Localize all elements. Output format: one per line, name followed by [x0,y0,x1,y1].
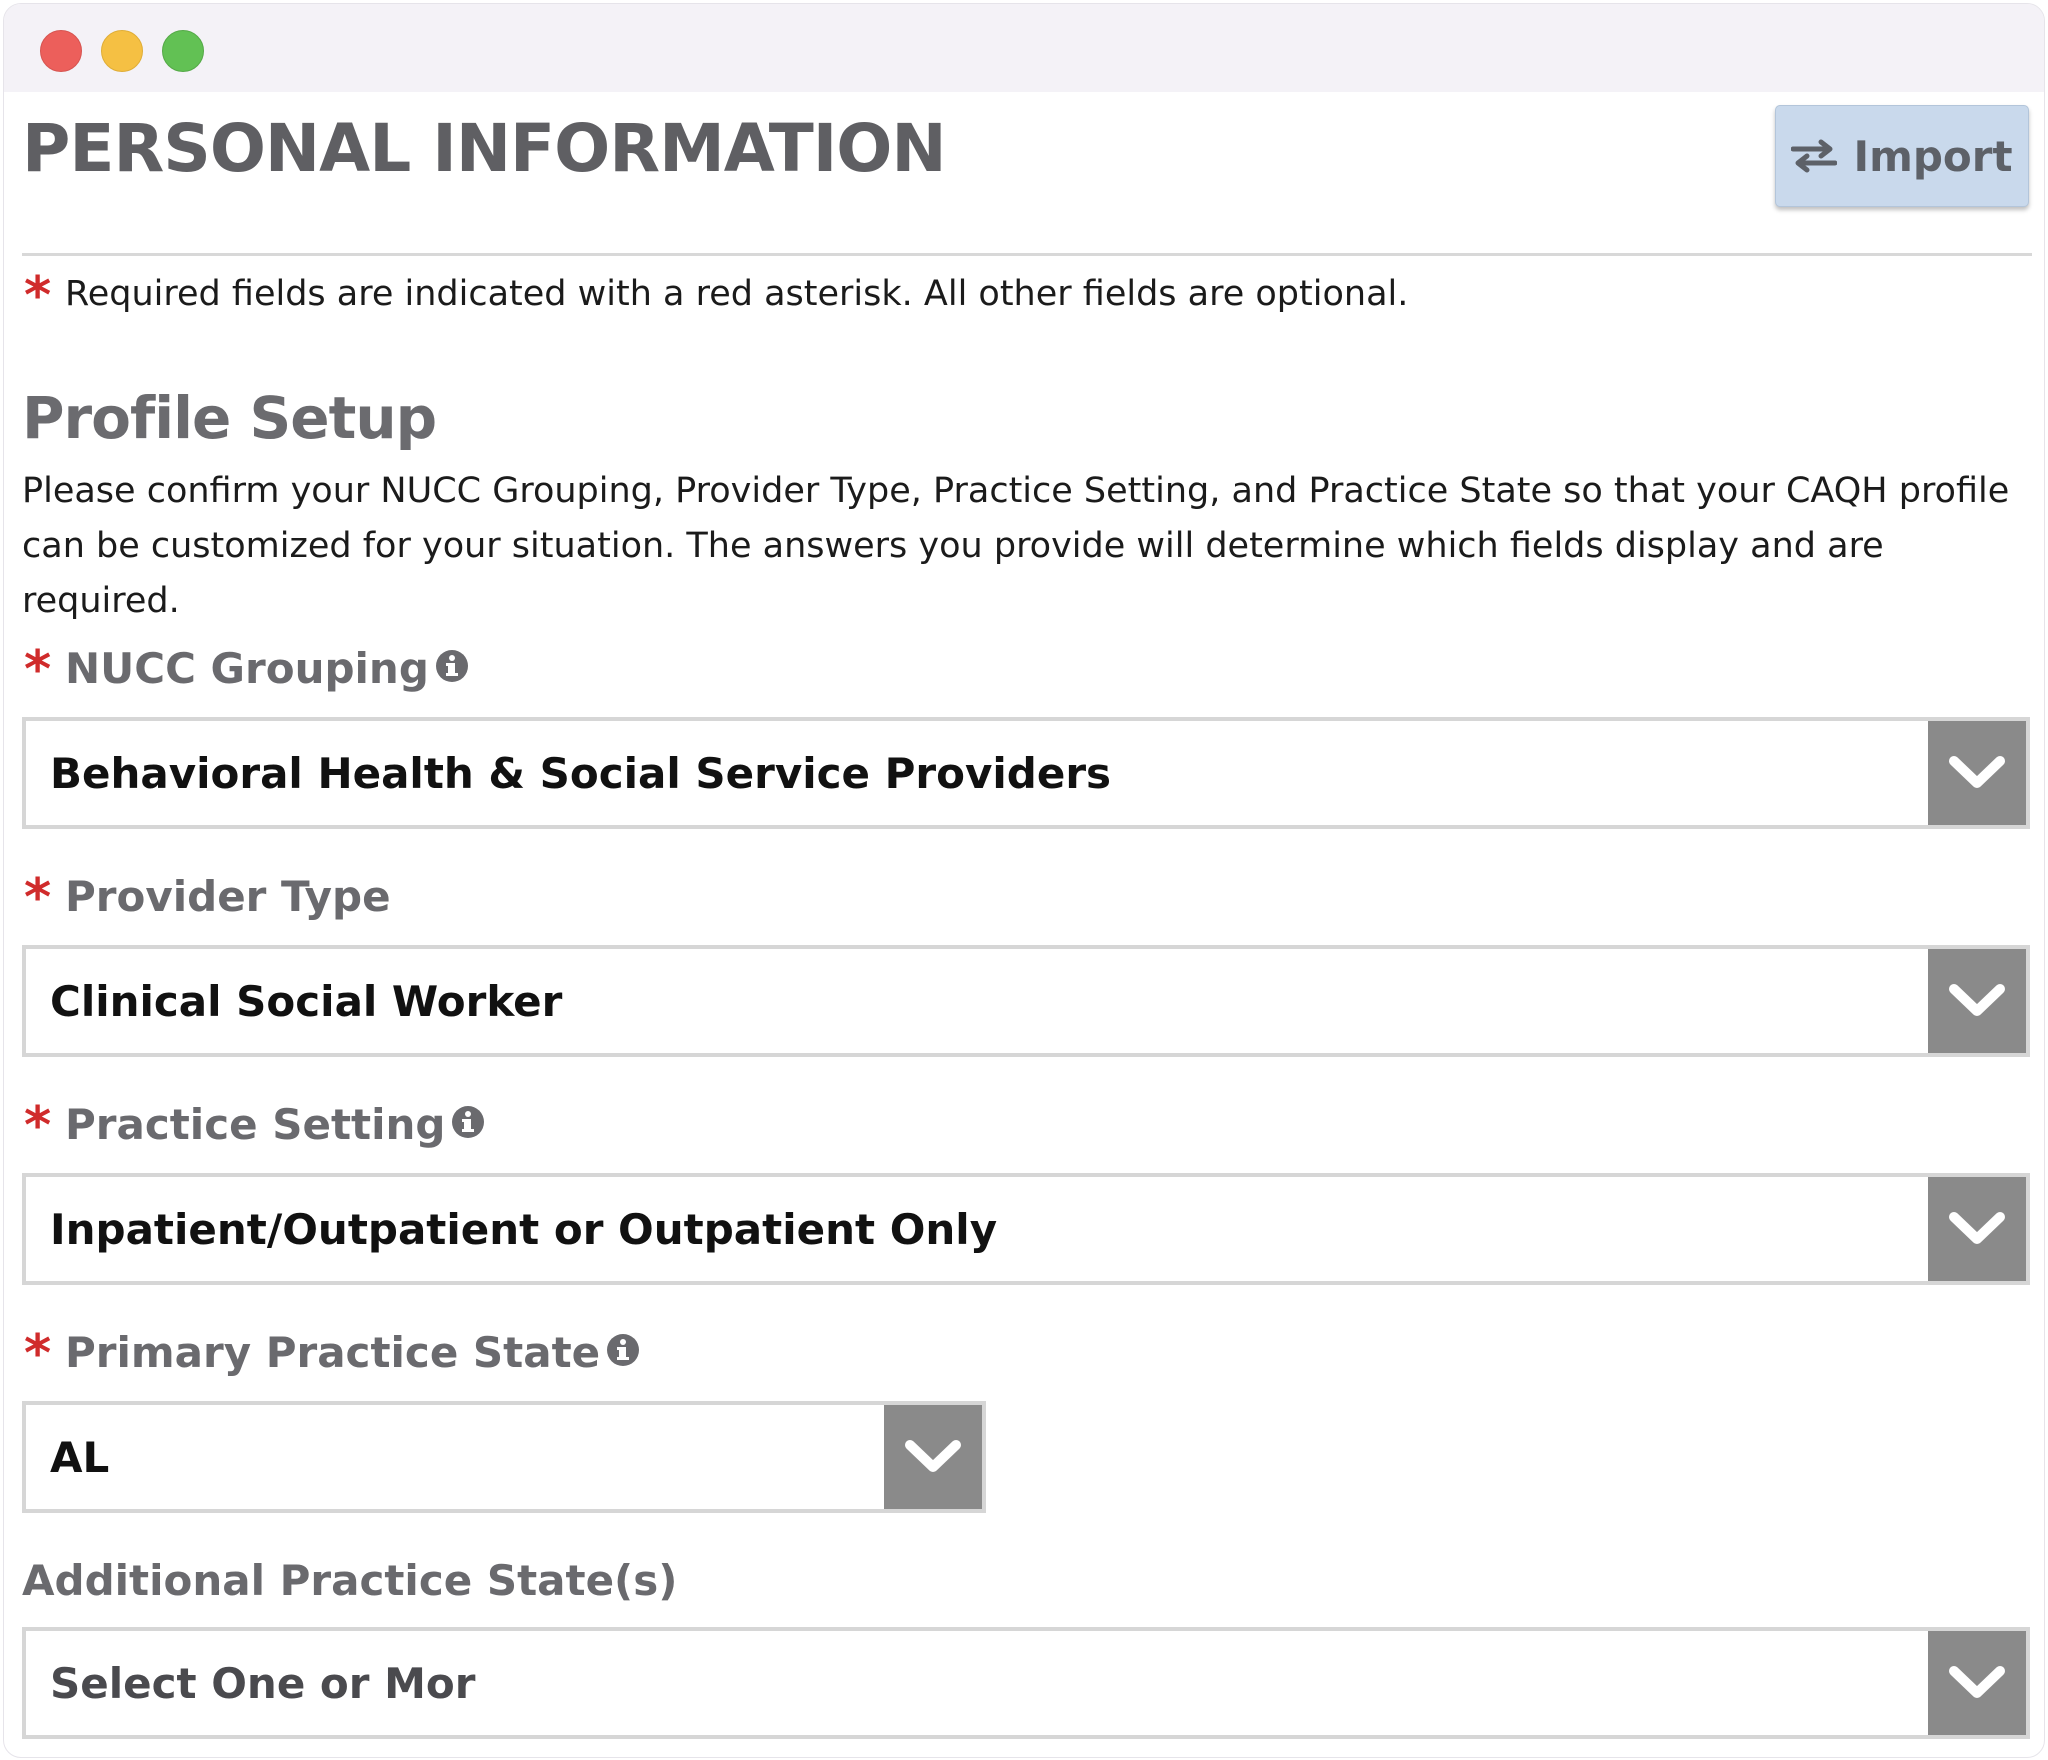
practice-setting-select[interactable] [22,1173,2030,1285]
section-title: Profile Setup [22,384,437,452]
additional-states-placeholder: Select One or Mor [50,1658,476,1708]
additional-states-select[interactable] [22,1627,2030,1739]
provider-type-value: Clinical Social Worker [50,976,563,1026]
zoom-window-button[interactable] [162,30,204,72]
provider-type-label [65,872,391,921]
minimize-window-button[interactable] [101,30,143,72]
provider-type-label-text: Provider Type [65,872,391,921]
chevron-down-icon[interactable] [884,1405,982,1509]
chevron-down-icon[interactable] [1928,721,2026,825]
page-title: PERSONAL INFORMATION [22,110,946,187]
additional-states-label [22,1556,677,1605]
info-icon[interactable] [451,1100,485,1149]
chevron-down-icon[interactable] [1928,1177,2026,1281]
provider-type-select[interactable] [22,945,2030,1057]
nucc-grouping-select[interactable] [22,717,2030,829]
required-asterisk: * [24,266,52,326]
nucc-grouping-value: Behavioral Health & Social Service Providers [50,748,1112,798]
close-window-button[interactable] [40,30,82,72]
info-icon[interactable] [606,1328,640,1377]
chevron-down-icon[interactable] [1928,1631,2026,1735]
required-fields-note: Required fields are indicated with a red asterisk. All other fields are optional. [65,274,1409,314]
header-divider [22,253,2032,256]
primary-state-label [65,1328,640,1377]
swap-arrows-icon [1791,139,1837,173]
practice-setting-label [65,1100,485,1149]
primary-state-value: AL [50,1432,110,1482]
import-button-label: Import [1853,131,2013,181]
import-button[interactable] [1775,105,2029,207]
required-asterisk: * [24,1096,52,1156]
practice-setting-label-text: Practice Setting [65,1100,446,1149]
app-window [3,3,2045,1758]
practice-setting-value: Inpatient/Outpatient or Outpatient Only [50,1204,998,1254]
primary-state-select[interactable] [22,1401,986,1513]
title-bar [4,4,2044,92]
required-asterisk: * [24,868,52,928]
info-icon[interactable] [435,644,469,693]
chevron-down-icon[interactable] [1928,949,2026,1053]
section-intro: Please confirm your NUCC Grouping, Provider Type, Practice Setting, and Practice State so that your CAQH profile can be customized for your situation. The answers you provide will determine which fields display and are required. [22,471,2010,621]
primary-state-label-text: Primary Practice State [65,1328,601,1377]
nucc-grouping-label-text: NUCC Grouping [65,644,429,693]
required-asterisk: * [24,640,52,700]
required-asterisk: * [24,1324,52,1384]
nucc-grouping-label [65,644,469,693]
additional-states-label-text: Additional Practice State(s) [22,1556,678,1605]
